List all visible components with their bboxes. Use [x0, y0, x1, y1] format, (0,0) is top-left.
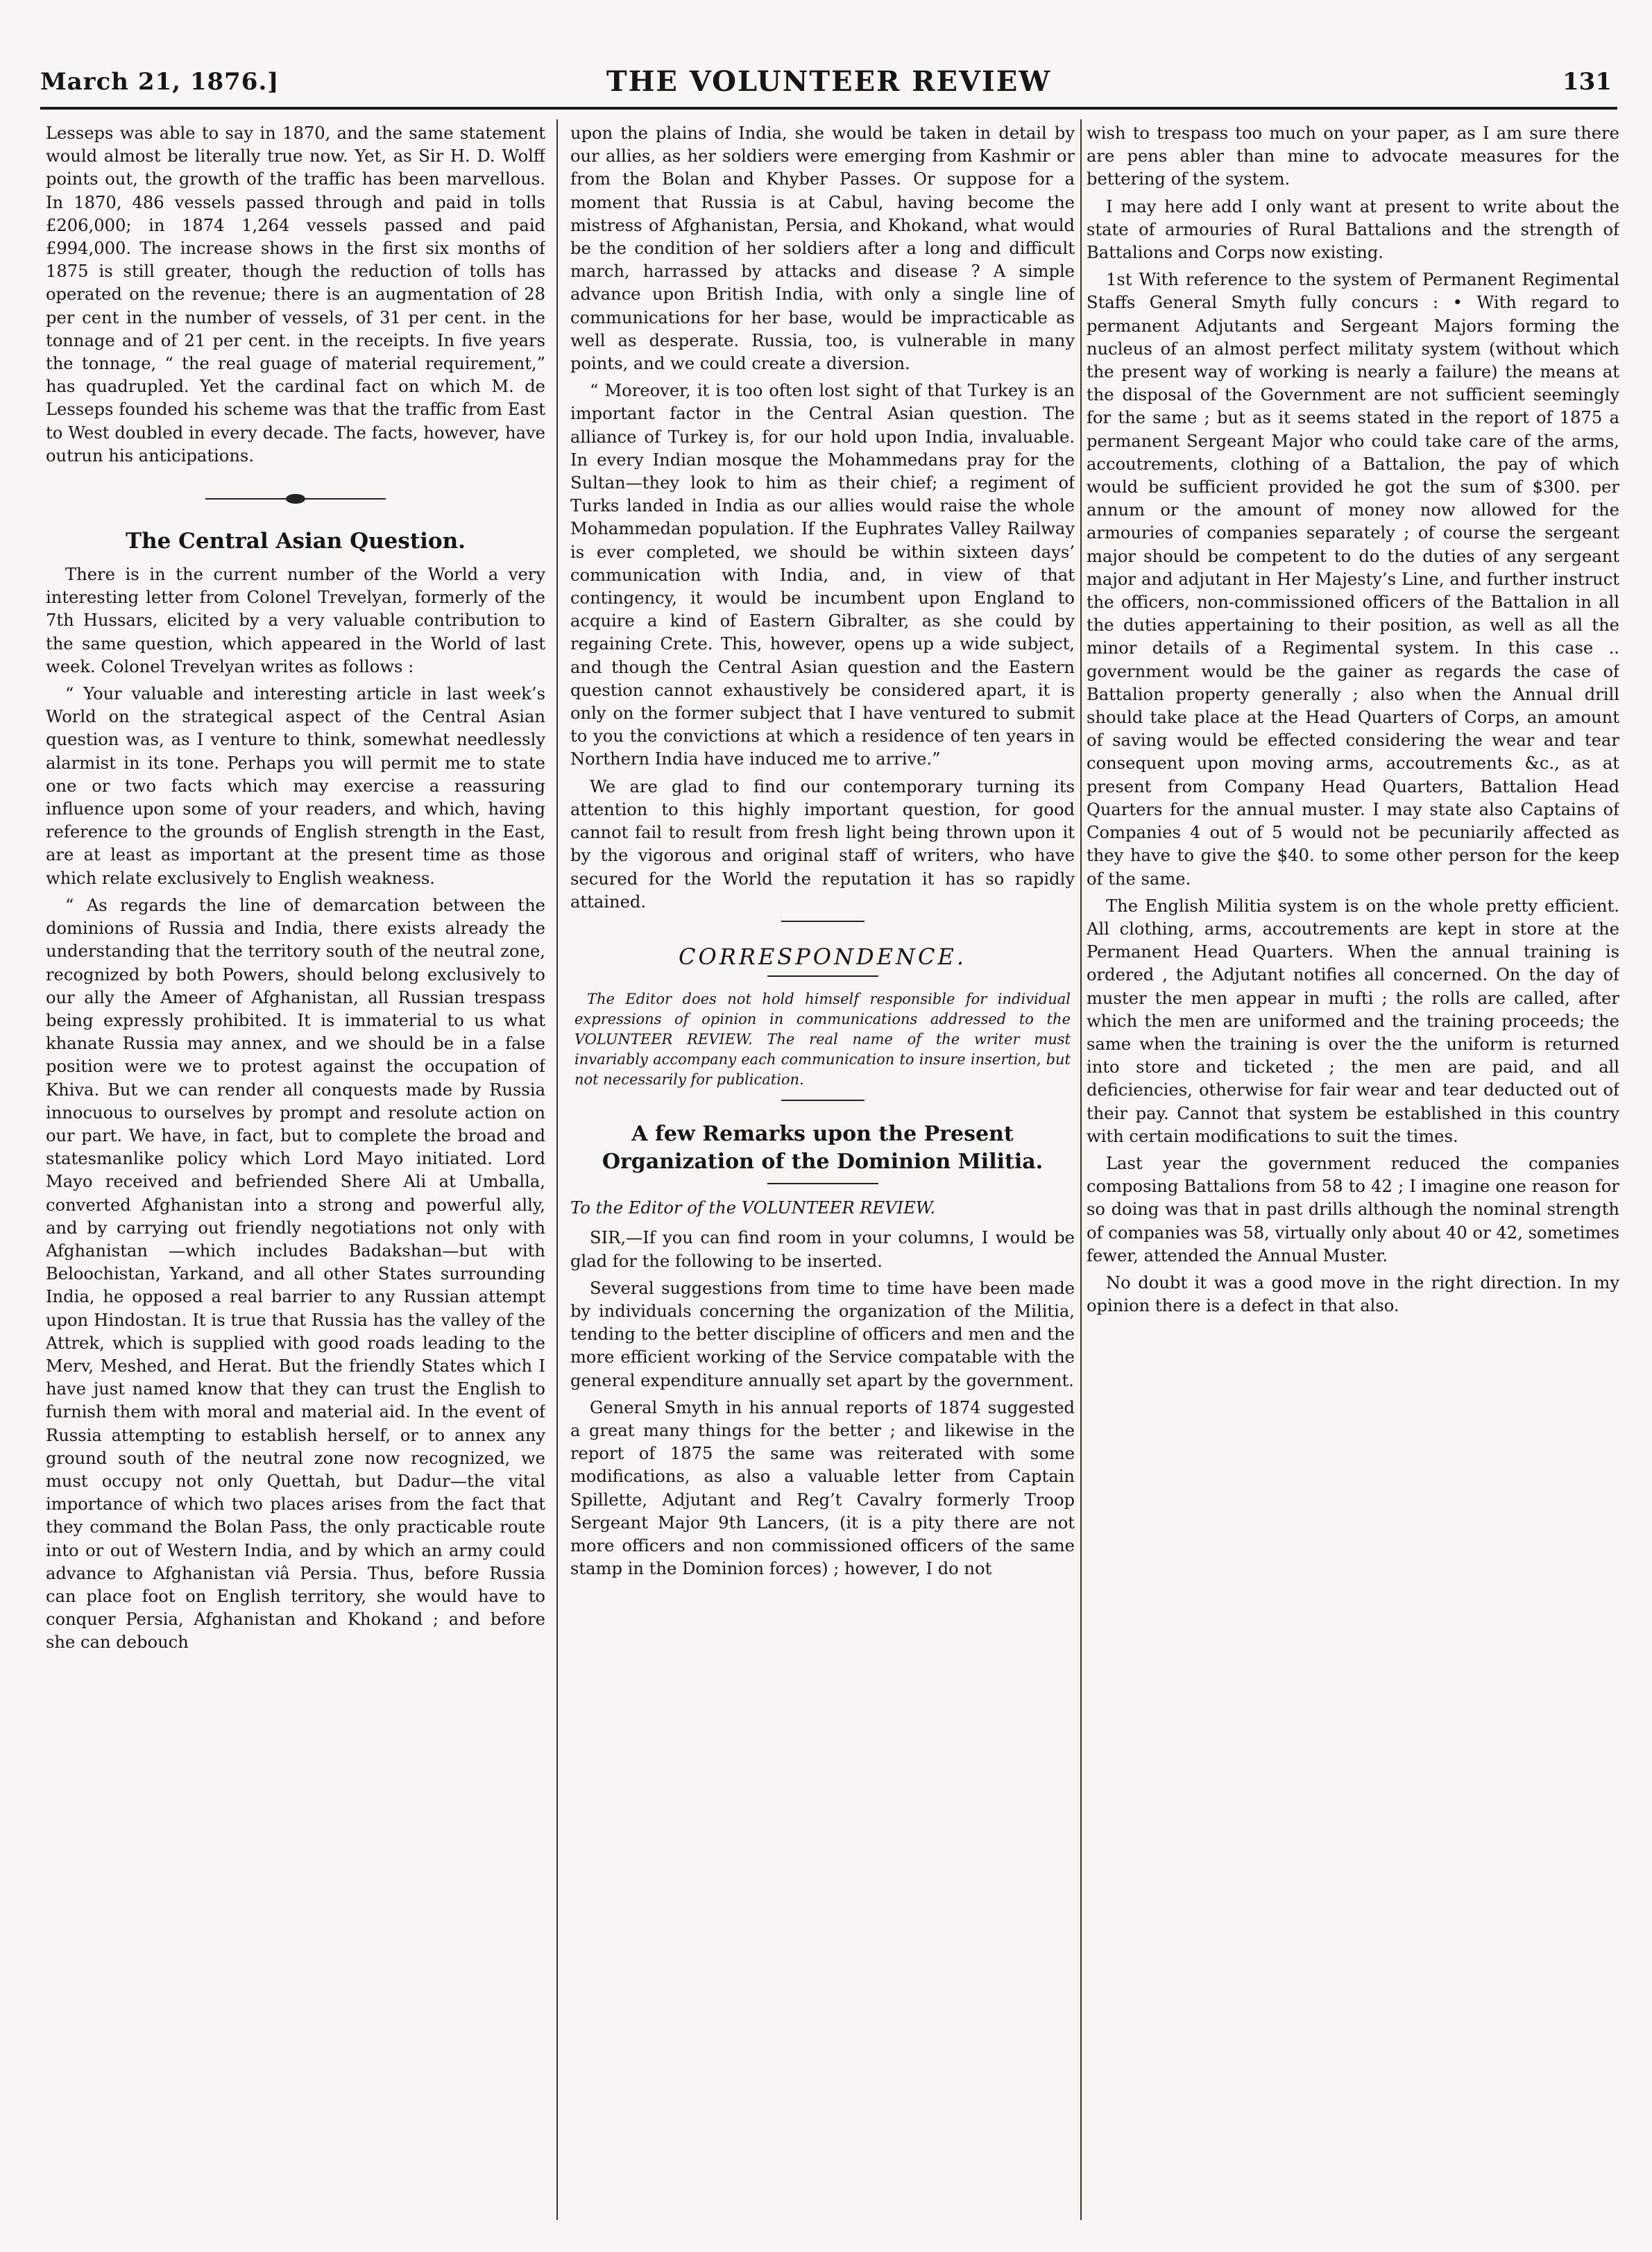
paragraph: We are glad to find our contemporary turning its attention to this highly important question, for good cannot fail to result from fresh light being thrown upon it by the vigorous and original staff of writers, who have secured for the World the reputation it has so rapidly attained. — [570, 776, 1075, 912]
column-3 — [1087, 122, 1619, 2217]
column-2 — [570, 122, 1075, 2217]
paragraph: Lesseps was able to say in 1870, and the same statement would almost be literally true now. Yet, as Sir H. D. Wolff points out, the growth of the traffic has been marvellous. In 1870, 486 vessels passed through and paid in tolls £206,000; in 1874 1,264 vessels passed and paid £994,000. The increase shows in the first six months of 1875 is still greater, though the reduction of tolls has operated on the revenue; there is an augmentation of 28 per cent in the number of vessels, of 31 per cent. in the tonnage and of 21 per cent. in the receipts. In five years the tonnage, “ the real guage of material requirement,” has quadrupled. Yet the cardinal fact on which M. de Lesseps founded his scheme was that the traffic from East to West doubled in every decade. The facts, however, have outrun his anticipations. — [46, 123, 545, 466]
issue-date: March 21, 1876.] — [40, 68, 280, 96]
salutation: To the Editor of the VOLUNTEER REVIEW. — [570, 1198, 936, 1218]
divider — [781, 1100, 865, 1101]
paragraph: No doubt it was a good move in the right direction. In my opinion there is a defect in that also. — [1087, 1272, 1619, 1316]
editor-disclaimer: The Editor does not hold himself responsible for individual expressions of opinion in communications addressed to the VOLUNTEER REVIEW. The real name of the writer must invariably accompany each communication to insure insertion, but not necessarily for publication. — [574, 991, 1071, 1089]
paragraph: I may here add I only want at present to write about the state of armouries of Rural Battalions and the strength of Battalions and Corps now existing. — [1087, 196, 1619, 263]
column-rule-left — [556, 119, 558, 2220]
publication-title: THE VOLUNTEER REVIEW — [606, 65, 1052, 98]
paragraph: SIR,—If you can find room in your columns, I would be glad for the following to be inserted. — [570, 1228, 1075, 1271]
paragraph: General Smyth in his annual reports of 1874 suggested a great many things for the better ; and likewise in the report of 1875 the same was reiterated with some modifications, as also a valuable letter from Captain Spillette, Adjutant and Reg’t Cavalry formerly Troop Sergeant Major 9th Lancers, (it is a pity there are not more officers and non commissioned officers of the same stamp in the Dominion forces) ; however, I do not — [570, 1397, 1075, 1579]
column-rule-right — [1080, 119, 1082, 2220]
paragraph: wish to trespass too much on your paper, as I am sure there are pens abler than mine to advocate measures for the bettering of the system. — [1087, 123, 1619, 189]
paragraph: The English Militia system is on the whole pretty efficient. All clothing, arms, accoutrements are kept in store at the Permanent Head Quarters. When the annual training is ordered , the Adjutant notifies all concerned. On the day of muster the men appear in mufti ; the rolls are called, after which the men are uniformed and the training proceeds; the same when the training is over the the uniform is returned into store and ticketed ; the men are paid, and all deficiencies, otherwise for fair wear and tear deducted out of their pay. Cannot that system be established in this country with certain modifications to suit the times. — [1087, 896, 1619, 1146]
paragraph: Several suggestions from time to time have been made by individuals concerning the organization of the Militia, tending to the better discipline of officers and men and the more efficient working of the Service compatable with the general expenditure annually set apart by the government. — [570, 1278, 1075, 1390]
paragraph: “ As regards the line of demarcation between the dominions of Russia and India, there exists already the understanding that the territory south of the neutral zone, recognized by both Powers, should belong exclusively to our ally the Ameer of Afghanistan, all Russian trespass being expressly prohibited. It is immaterial to us what khanate Russia may annex, and we should be in a false position were we to protest against the occupation of Khiva. But we can render all conquests made by Russia innocuous to ourselves by prompt and resolute action on our part. We have, in fact, but to complete the broad and statesmanlike policy which Lord Mayo initiated. Lord Mayo received and befriended Shere Ali at Umballa, converted Afghanistan into a strong and powerful ally, and by carrying out friendly negotiations not only with Afghanistan —which includes Badakshan—but with Beloochistan, Yarkand, and all other States surrounding India, he opposed a real barrier to any Russian attempt upon Hindostan. It is true that Russia has the valley of the Attrek, which is supplied with good roads leading to the Merv, Meshed, and Herat. But the friendly States which I have just named know that they can trust the English to furnish them with moral and material aid. In the event of Russia attempting to establish herself, or to annex any ground south of the neutral zone now recognized, we must occupy not only Quettah, but Dadur—the vital importance of which two places arises from the fact that they command the Bolan Pass, the only practicable route into or out of Western India, and by which an army could advance to Afghanistan viâ Persia. Thus, before Russia can place foot on English territory, she would have to conquer Persia, Afghanistan and Khokand ; and before she can debouch — [46, 895, 545, 1653]
divider — [767, 1183, 878, 1184]
column-1 — [46, 122, 545, 2217]
paragraph: “ Your valuable and interesting article in last week’s World on the strategical aspect of the Central Asian question was, as I venture to think, somewhat needlessly alarmist in its tone. Perhaps you will permit me to state one or two facts which may exercise a reassuring influence upon some of your readers, and which, having reference to the grounds of English strength in the East, are at least as important at the present time as those which relate exclusively to English weakness. — [46, 684, 545, 888]
paragraph: upon the plains of India, she would be taken in detail by our allies, as her soldiers were emerging from Kashmir or from the Bolan and Khyber Passes. Or suppose for a moment that Russia is at Cabul, having become the mistress of Afghanistan, Persia, and Khokand, what would be the condition of her soldiers after a long and difficult march, harrassed by attacks and disease ? A simple advance upon British India, with only a single line of communications for her base, would be impracticable as well as desperate. Russia, too, is vulnerable in many points, and we could create a diversion. — [570, 123, 1075, 374]
paragraph: Last year the government reduced the companies composing Battalions from 58 to 42 ; I imagine one reason for so doing was that in past drills although the nominal strength of companies was 58, virtually only about 40 or 42, sometimes fewer, attended the Annual Muster. — [1087, 1153, 1619, 1265]
divider — [781, 921, 865, 922]
letter-title: A few Remarks upon the Present Organization of the Dominion Militia. — [602, 1122, 1044, 1175]
divider — [767, 975, 878, 977]
correspondence-heading: CORRESPONDENCE. — [679, 943, 966, 970]
paragraph: There is in the current number of the World a very interesting letter from Colonel Trevelyan, formerly of the 7th Hussars, elicited by a very valuable contribution to the same question, which appeared in the World of last week. Colonel Trevelyan writes as follows : — [46, 565, 545, 676]
paragraph: “ Moreover, it is too often lost sight of that Turkey is an important factor in the Central Asian question. The alliance of Turkey is, for our hold upon India, invaluable. In every Indian mosque the Mohammedans pray for the Sultan—they look to him as their chief; a regiment of Turks landed in India as our allies would raise the whole Mohammedan population. If the Euphrates Valley Railway is ever completed, we should be within sixteen days’ communication with India, and, in view of that contingency, it would be incumbent upon England to acquire a kind of Eastern Gibralter, as she could by regaining Crete. This, however, opens up a wide subject, and though the Central Asian question and the Eastern question cannot exhaustively be considered apart, it is only on the former subject that I have ventured to submit to you the convictions at which a residence of ten years in Northern India have induced me to arrive.” — [570, 381, 1075, 769]
section-ornament — [205, 494, 386, 504]
page-number: 131 — [1562, 68, 1612, 96]
paragraph: 1st With reference to the system of Permanent Regimental Staffs General Smyth fully concurs : • With regard to permanent Adjutants and Sergeant Majors forming the nucleus of an almost perfect militaty system (without which the present way of working is nearly a failure) the means at the disposal of the Government are not sufficient seemingly for the same ; but as it seems stated in the report of 1875 a permanent Sergeant Major who could take care of the arms, accoutrements, clothing of a Battalion, the pay of which would be sufficient provided he got the sum of $300. per annum or the amount of money now allowed for the armouries of companies separately ; of course the sergeant major should be competent to do the duties of any sergeant major and adjutant in Her Majesty’s Line, and further instruct the officers, non-commissioned officers of the Battalion in all the duties appertaining to their position, as well as all the minor details of a Regimental system. In this case .. government would be the gainer as regards the case of Battalion property generally ; also when the Annual drill should take place at the Head Quarters of Corps, an amount of saving would be effected considering the wear and tear consequent upon moving arms, accoutrements &c., as at present from Company Head Quarters, Battalion Head Quarters for the annual muster. I may state also Captains of Companies 4 out of 5 would not be pecuniarily affected as they have to give the $40. to some other person for the keep of the same. — [1087, 270, 1619, 889]
masthead — [40, 64, 1617, 110]
article-heading: The Central Asian Question. — [126, 529, 466, 554]
